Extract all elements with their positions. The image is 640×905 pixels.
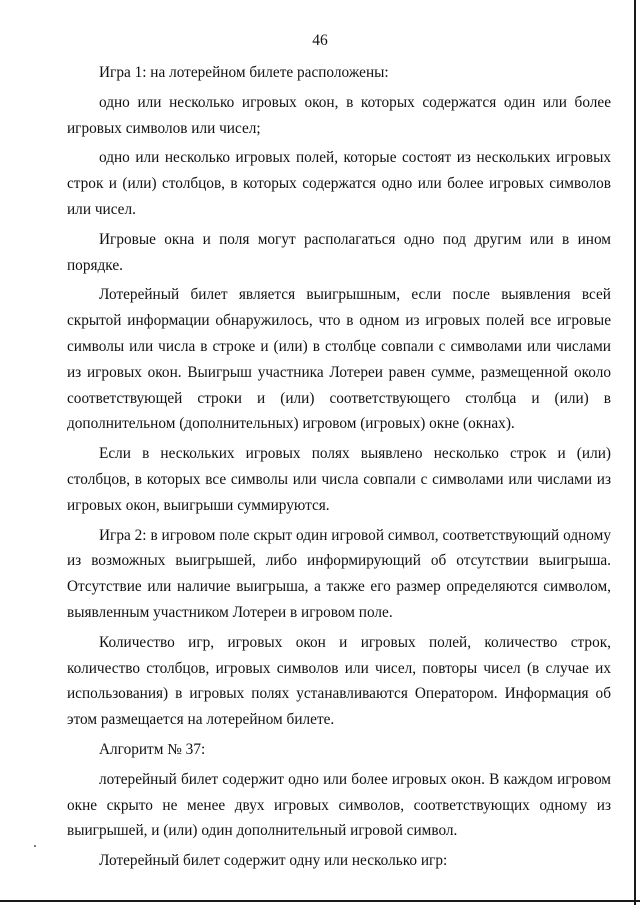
paragraph-algorithm-heading: Алгоритм № 37: <box>99 740 206 758</box>
scan-edge-bottom <box>0 900 640 902</box>
paragraph-game-2: Игра 2: в игровом поле скрыт один игровой символ, соответствующий одному из возможных выигрышей, либо информирующий об отсутствии выигрыша. Отсутствие или наличие выигрыша, а также его размер определяются символом, выявленным участником Лотереи в игровом поле. <box>67 526 611 621</box>
scan-speck <box>34 845 36 847</box>
paragraph-game-fields: одно или несколько игровых полей, которые состоят из нескольких игровых строк и (или) столбцов, в которых содержатся одно или более игровых символов или чисел. <box>67 149 611 218</box>
paragraph-arrangement: Игровые окна и поля могут располагаться одно под другим или в ином порядке. <box>67 230 611 274</box>
page-number: 46 <box>312 32 328 49</box>
paragraph-winning-condition: Лотерейный билет является выигрышным, если после выявления всей скрытой информации обнаружилось, что в одном из игровых полей все игровые символы или числа в строке и (или) в столбце совпали с символами или числами из игровых окон. Выигрыш участника Лотереи равен сумме, размещенной около соответствующей строки и (или) соответствующего столбца и (или) в дополнительном (дополнительных) игровом (игровых) окне (окнах). <box>67 286 611 433</box>
paragraph-ticket-games: Лотерейный билет содержит одну или несколько игр: <box>99 852 448 870</box>
paragraph-game-1-heading: Игра 1: на лотерейном билете расположены: <box>99 64 389 81</box>
paragraph-winnings-sum: Если в нескольких игровых полях выявлено несколько строк и (или) столбцов, в которых все символы или числа совпали с символами или числами из игровых окон, выигрыши суммируются. <box>67 445 611 514</box>
paragraph-operator-settings: Количество игр, игровых окон и игровых полей, количество строк, количество столбцов, игровых символов или чисел, повторы чисел (в случае их использования) в игровых полях устанавливаются Оператором. Информация об этом размещается на лотерейном билете. <box>67 633 611 729</box>
scan-edge-right <box>634 0 636 905</box>
document-body <box>67 60 611 878</box>
paragraph-algorithm-windows: лотерейный билет содержит одно или более игровых окон. В каждом игровом окне скрыто не менее двух игровых символов, соответствующих одному из выигрышей, и (или) один дополнительный игровой символ. <box>67 770 611 840</box>
paragraph-game-windows: одно или несколько игровых окон, в которых содержатся один или более игровых символов или чисел; <box>67 93 611 137</box>
